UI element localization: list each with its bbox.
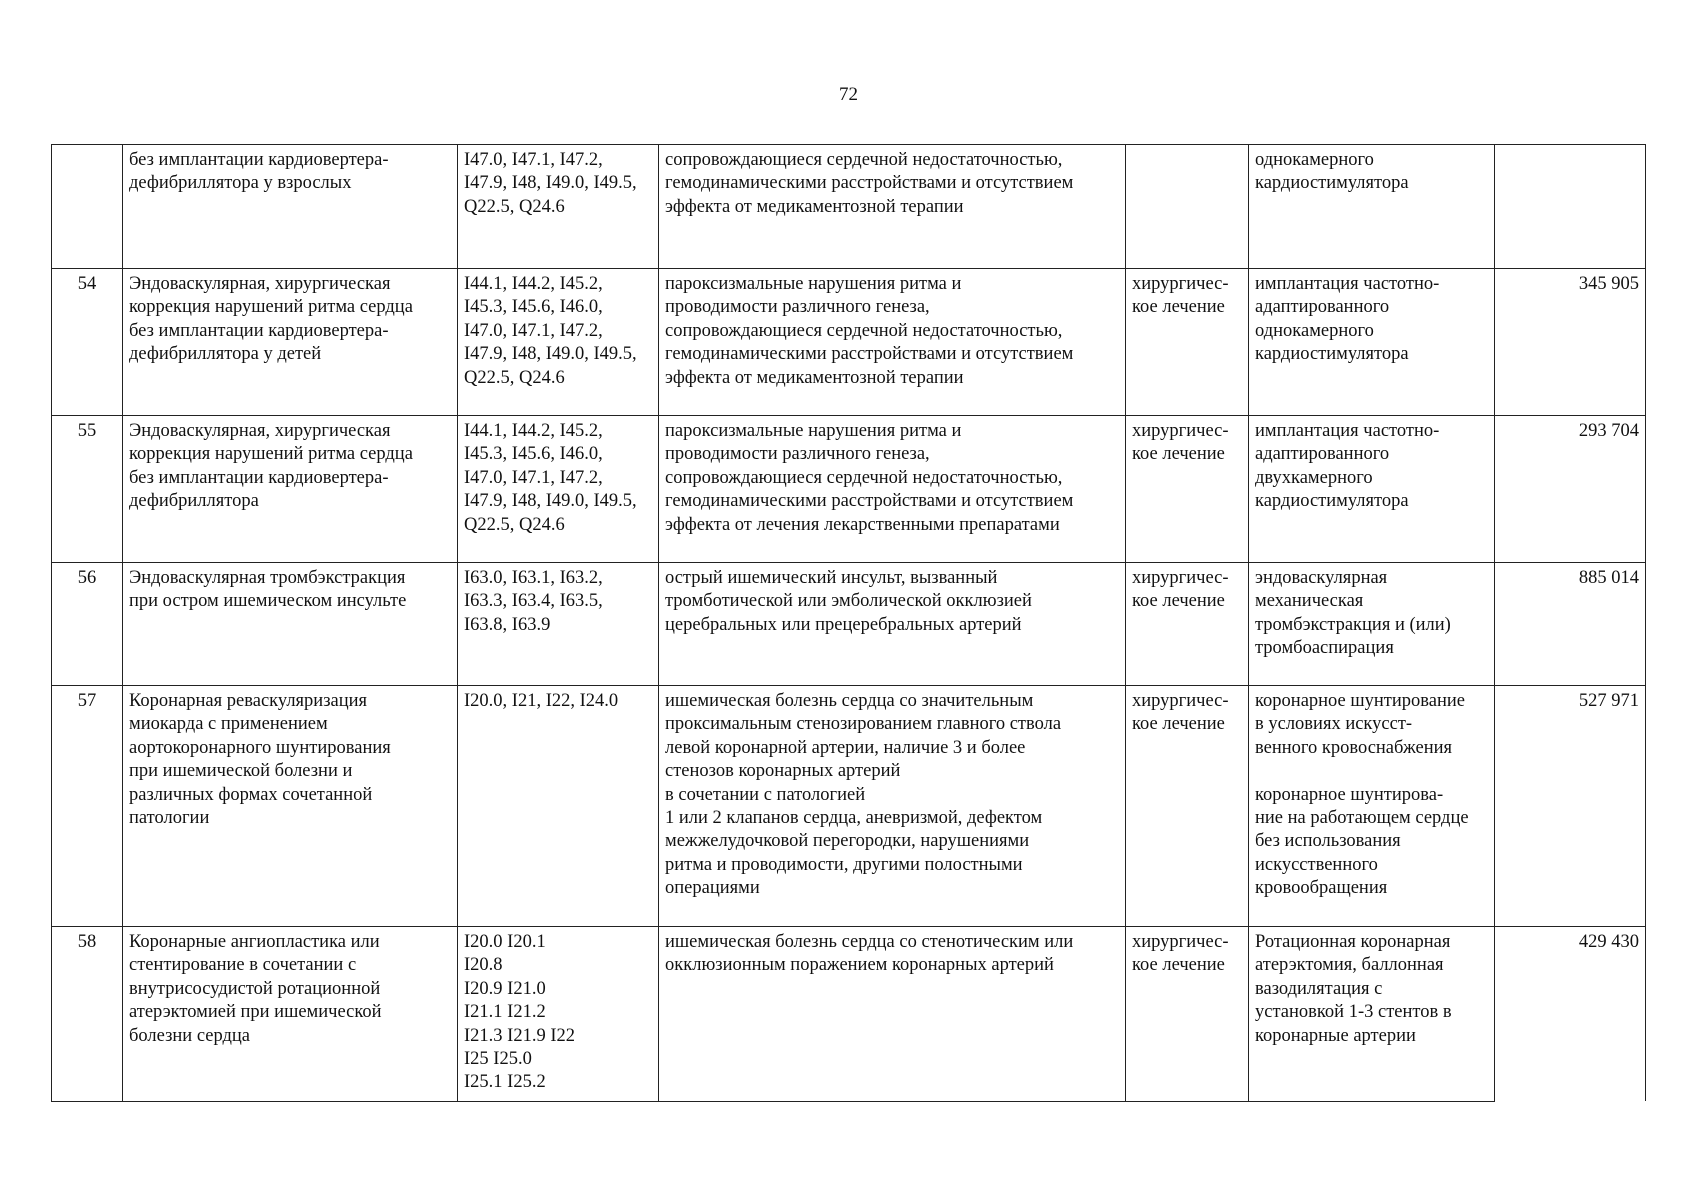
table-row bbox=[52, 145, 1646, 269]
treatment-type: хирургичес- кое лечение bbox=[1126, 927, 1249, 1102]
treatment-type bbox=[1126, 145, 1249, 269]
table-row bbox=[52, 927, 1646, 1102]
row-number bbox=[52, 145, 123, 269]
row-number: 57 bbox=[52, 686, 123, 927]
table-row bbox=[52, 416, 1646, 563]
service-name: без имплантации кардиовертера- дефибриллятора у взрослых bbox=[123, 145, 458, 269]
row-number: 54 bbox=[52, 269, 123, 416]
service-name: Эндоваскулярная тромбэкстракция при остром ишемическом инсульте bbox=[123, 563, 458, 686]
service-name: Коронарные ангиопластика или стентирование в сочетании с внутрисосудистой ротационной атерэктомией при ишемической болезни сердца bbox=[123, 927, 458, 1102]
treatment-type: хирургичес- кое лечение bbox=[1126, 563, 1249, 686]
page-number: 72 bbox=[839, 84, 858, 105]
icd-codes: I63.0, I63.1, I63.2, I63.3, I63.4, I63.5, I63.8, I63.9 bbox=[458, 563, 659, 686]
table-row bbox=[52, 563, 1646, 686]
service-name: Эндоваскулярная, хирургическая коррекция нарушений ритма сердца без имплантации кардиовертера- дефибриллятора bbox=[123, 416, 458, 563]
icd-codes: I44.1, I44.2, I45.2, I45.3, I45.6, I46.0, I47.0, I47.1, I47.2, I47.9, I48, I49.0, I49.5, Q22.5, Q24.6 bbox=[458, 416, 659, 563]
row-number: 55 bbox=[52, 416, 123, 563]
cost-value: 293 704 bbox=[1495, 416, 1646, 563]
service-name: Коронарная реваскуляризация миокарда с применением аортокоронарного шунтирования при ишемической болезни и различных формах сочетанной патологии bbox=[123, 686, 458, 927]
patient-model: ишемическая болезнь сердца со значительным проксимальным стенозированием главного ствола левой коронарной артерии, наличие 3 и более стенозов коронарных артерий в сочетании с патологией 1 или 2 клапанов сердца, аневризмой, дефектом межжелудочковой перегородки, нарушениями ритма и проводимости, другими полостными операциями bbox=[659, 686, 1126, 927]
treatment-method: имплантация частотно- адаптированного однокамерного кардиостимулятора bbox=[1249, 269, 1495, 416]
cost-value: 429 430 bbox=[1495, 927, 1646, 1102]
icd-codes: I20.0 I20.1 I20.8 I20.9 I21.0 I21.1 I21.2 I21.3 I21.9 I22 I25 I25.0 I25.1 I25.2 bbox=[458, 927, 659, 1102]
patient-model: пароксизмальные нарушения ритма и проводимости различного генеза, сопровождающиеся сердечной недостаточностью, гемодинамическими расстройствами и отсутствием эффекта от медикаментозной терапии bbox=[659, 269, 1126, 416]
cost-value bbox=[1495, 145, 1646, 269]
cost-value: 527 971 bbox=[1495, 686, 1646, 927]
treatment-method: коронарное шунтирование в условиях искусст- венного кровоснабжения коронарное шунтирова- ние на работающем сердце без использования искусственного кровообращения bbox=[1249, 686, 1495, 927]
patient-model: пароксизмальные нарушения ритма и проводимости различного генеза, сопровождающиеся сердечной недостаточностью, гемодинамическими расстройствами и отсутствием эффекта от лечения лекарственными препаратами bbox=[659, 416, 1126, 563]
icd-codes: I20.0, I21, I22, I24.0 bbox=[458, 686, 659, 927]
icd-codes: I44.1, I44.2, I45.2, I45.3, I45.6, I46.0, I47.0, I47.1, I47.2, I47.9, I48, I49.0, I49.5, Q22.5, Q24.6 bbox=[458, 269, 659, 416]
patient-model: ишемическая болезнь сердца со стенотическим или окклюзионным поражением коронарных артерий bbox=[659, 927, 1126, 1102]
treatment-method: Ротационная коронарная атерэктомия, баллонная вазодилятация с установкой 1-3 стентов в коронарные артерии bbox=[1249, 927, 1495, 1102]
treatment-method: имплантация частотно- адаптированного двухкамерного кардиостимулятора bbox=[1249, 416, 1495, 563]
patient-model: сопровождающиеся сердечной недостаточностью, гемодинамическими расстройствами и отсутствием эффекта от медикаментозной терапии bbox=[659, 145, 1126, 269]
row-number: 58 bbox=[52, 927, 123, 1102]
treatment-type: хирургичес- кое лечение bbox=[1126, 686, 1249, 927]
treatment-type: хирургичес- кое лечение bbox=[1126, 269, 1249, 416]
cost-value: 885 014 bbox=[1495, 563, 1646, 686]
patient-model: острый ишемический инсульт, вызванный тромботической или эмболической окклюзией церебральных или прецеребральных артерий bbox=[659, 563, 1126, 686]
table-row bbox=[52, 269, 1646, 416]
treatment-method: однокамерного кардиостимулятора bbox=[1249, 145, 1495, 269]
service-name: Эндоваскулярная, хирургическая коррекция нарушений ритма сердца без имплантации кардиовертера- дефибриллятора у детей bbox=[123, 269, 458, 416]
icd-codes: I47.0, I47.1, I47.2, I47.9, I48, I49.0, I49.5, Q22.5, Q24.6 bbox=[458, 145, 659, 269]
row-number: 56 bbox=[52, 563, 123, 686]
services-table bbox=[51, 144, 1646, 1102]
treatment-type: хирургичес- кое лечение bbox=[1126, 416, 1249, 563]
treatment-method: эндоваскулярная механическая тромбэкстракция и (или) тромбоаспирация bbox=[1249, 563, 1495, 686]
table-row bbox=[52, 686, 1646, 927]
cost-value: 345 905 bbox=[1495, 269, 1646, 416]
